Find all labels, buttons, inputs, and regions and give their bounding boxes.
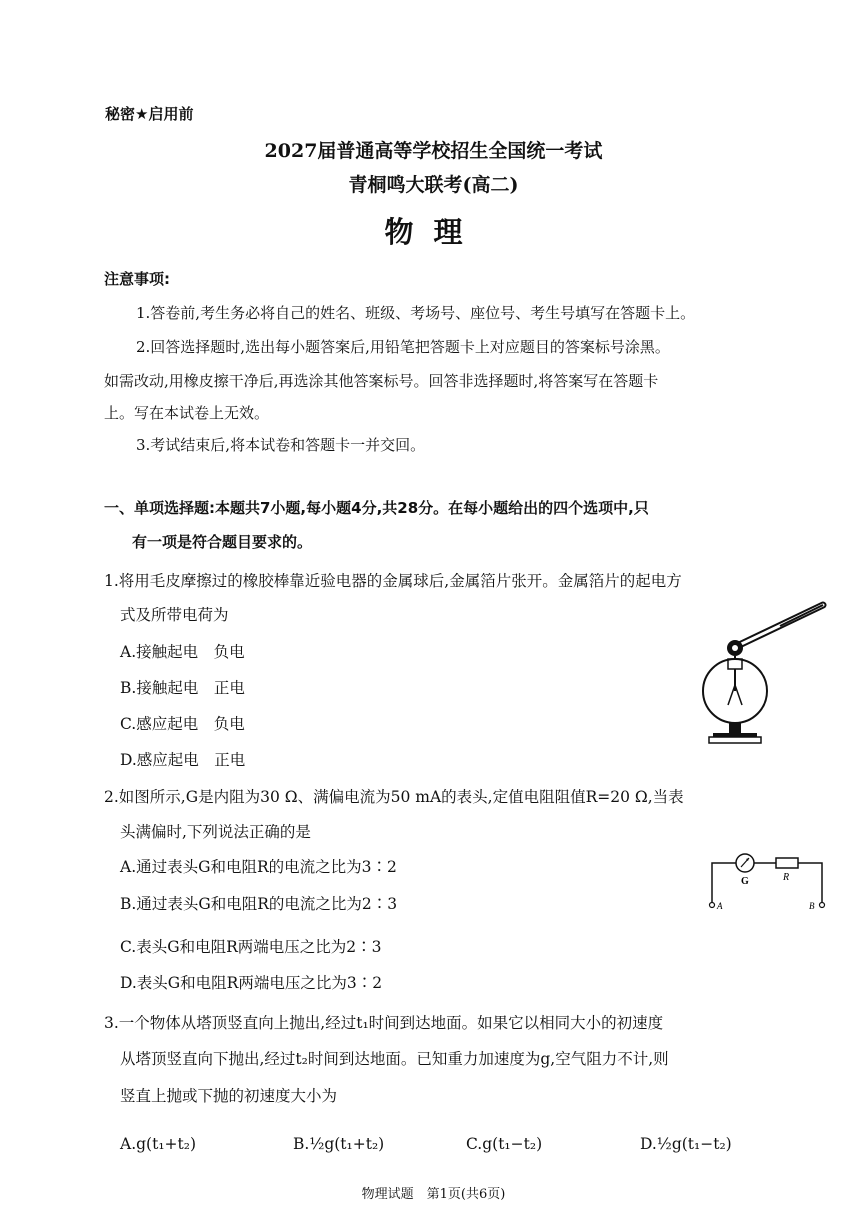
question-1-stem-cont: 式及所带电荷为 (120, 606, 229, 624)
q3-option-c: C.g(t₁−t₂) (466, 1135, 543, 1153)
question-3-stem-cont: 从塔顶竖直向下抛出,经过t₂时间到达地面。已知重力加速度为g,空气阻力不计,则 (120, 1050, 669, 1068)
q3-option-d: D.½g(t₁−t₂) (640, 1135, 732, 1153)
notice-item-2-line2: 如需改动,用橡皮擦干净后,再选涂其他答案标号。回答非选择题时,将答案写在答题卡 (104, 372, 659, 390)
q2-option-d: D.表头G和电阻R两端电压之比为3∶2 (120, 974, 383, 992)
q1-option-d: D.感应起电 正电 (120, 751, 246, 769)
terminal-a-label: A (717, 901, 723, 911)
confidential-mark: 秘密★启用前 (105, 105, 194, 123)
page-footer: 物理试题 第1页(共6页) (361, 1187, 506, 1202)
question-1-stem: 1.将用毛皮摩擦过的橡胶棒靠近验电器的金属球后,金属箔片张开。金属箔片的起电方 (104, 572, 682, 590)
q2-option-b: B.通过表头G和电阻R的电流之比为2∶3 (120, 895, 398, 913)
terminal-b-label: B (809, 901, 815, 911)
question-3-stem-cont2: 竖直上抛或下抛的初速度大小为 (120, 1087, 338, 1105)
notice-item-2-line3: 上。写在本试卷上无效。 (104, 404, 270, 422)
circuit-figure (705, 848, 830, 913)
q2-option-a: A.通过表头G和电阻R的电流之比为3∶2 (120, 858, 397, 876)
q1-option-a: A.接触起电 负电 (120, 643, 245, 661)
notice-item-2-line1: 2.回答选择题时,选出每小题答案后,用铅笔把答题卡上对应题目的答案标号涂黑。 (136, 338, 670, 356)
section-1-heading: 一、单项选择题:本题共7小题,每小题4分,共28分。在每小题给出的四个选项中,只 (104, 499, 649, 517)
question-3-stem: 3.一个物体从塔顶竖直向上抛出,经过t₁时间到达地面。如果它以相同大小的初速度 (104, 1014, 664, 1032)
electroscope-figure (695, 595, 835, 750)
section-1-heading-cont: 有一项是符合题目要求的。 (132, 533, 313, 551)
notice-item-1: 1.答卷前,考生务必将自己的姓名、班级、考场号、座位号、考生号填写在答题卡上。 (136, 304, 696, 322)
notice-item-3: 3.考试结束后,将本试卷和答题卡一并交回。 (136, 436, 426, 454)
exam-subtitle: 青桐鸣大联考(高二) (348, 174, 519, 196)
notice-heading: 注意事项: (104, 270, 170, 288)
meter-label: G (741, 876, 749, 887)
question-2-stem-cont: 头满偏时,下列说法正确的是 (120, 823, 311, 841)
q3-option-b: B.½g(t₁+t₂) (293, 1135, 385, 1153)
q1-option-b: B.接触起电 正电 (120, 679, 245, 697)
q3-option-a: A.g(t₁+t₂) (120, 1135, 197, 1153)
q2-option-c: C.表头G和电阻R两端电压之比为2∶3 (120, 938, 382, 956)
exam-title: 2027届普通高等学校招生全国统一考试 (264, 140, 603, 162)
subject-title: 物理 (384, 215, 483, 249)
resistor-label: R (783, 872, 790, 883)
q1-option-c: C.感应起电 负电 (120, 715, 245, 733)
question-2-stem: 2.如图所示,G是内阻为30 Ω、满偏电流为50 mA的表头,定值电阻阻值R=20 Ω,当表 (104, 788, 684, 806)
